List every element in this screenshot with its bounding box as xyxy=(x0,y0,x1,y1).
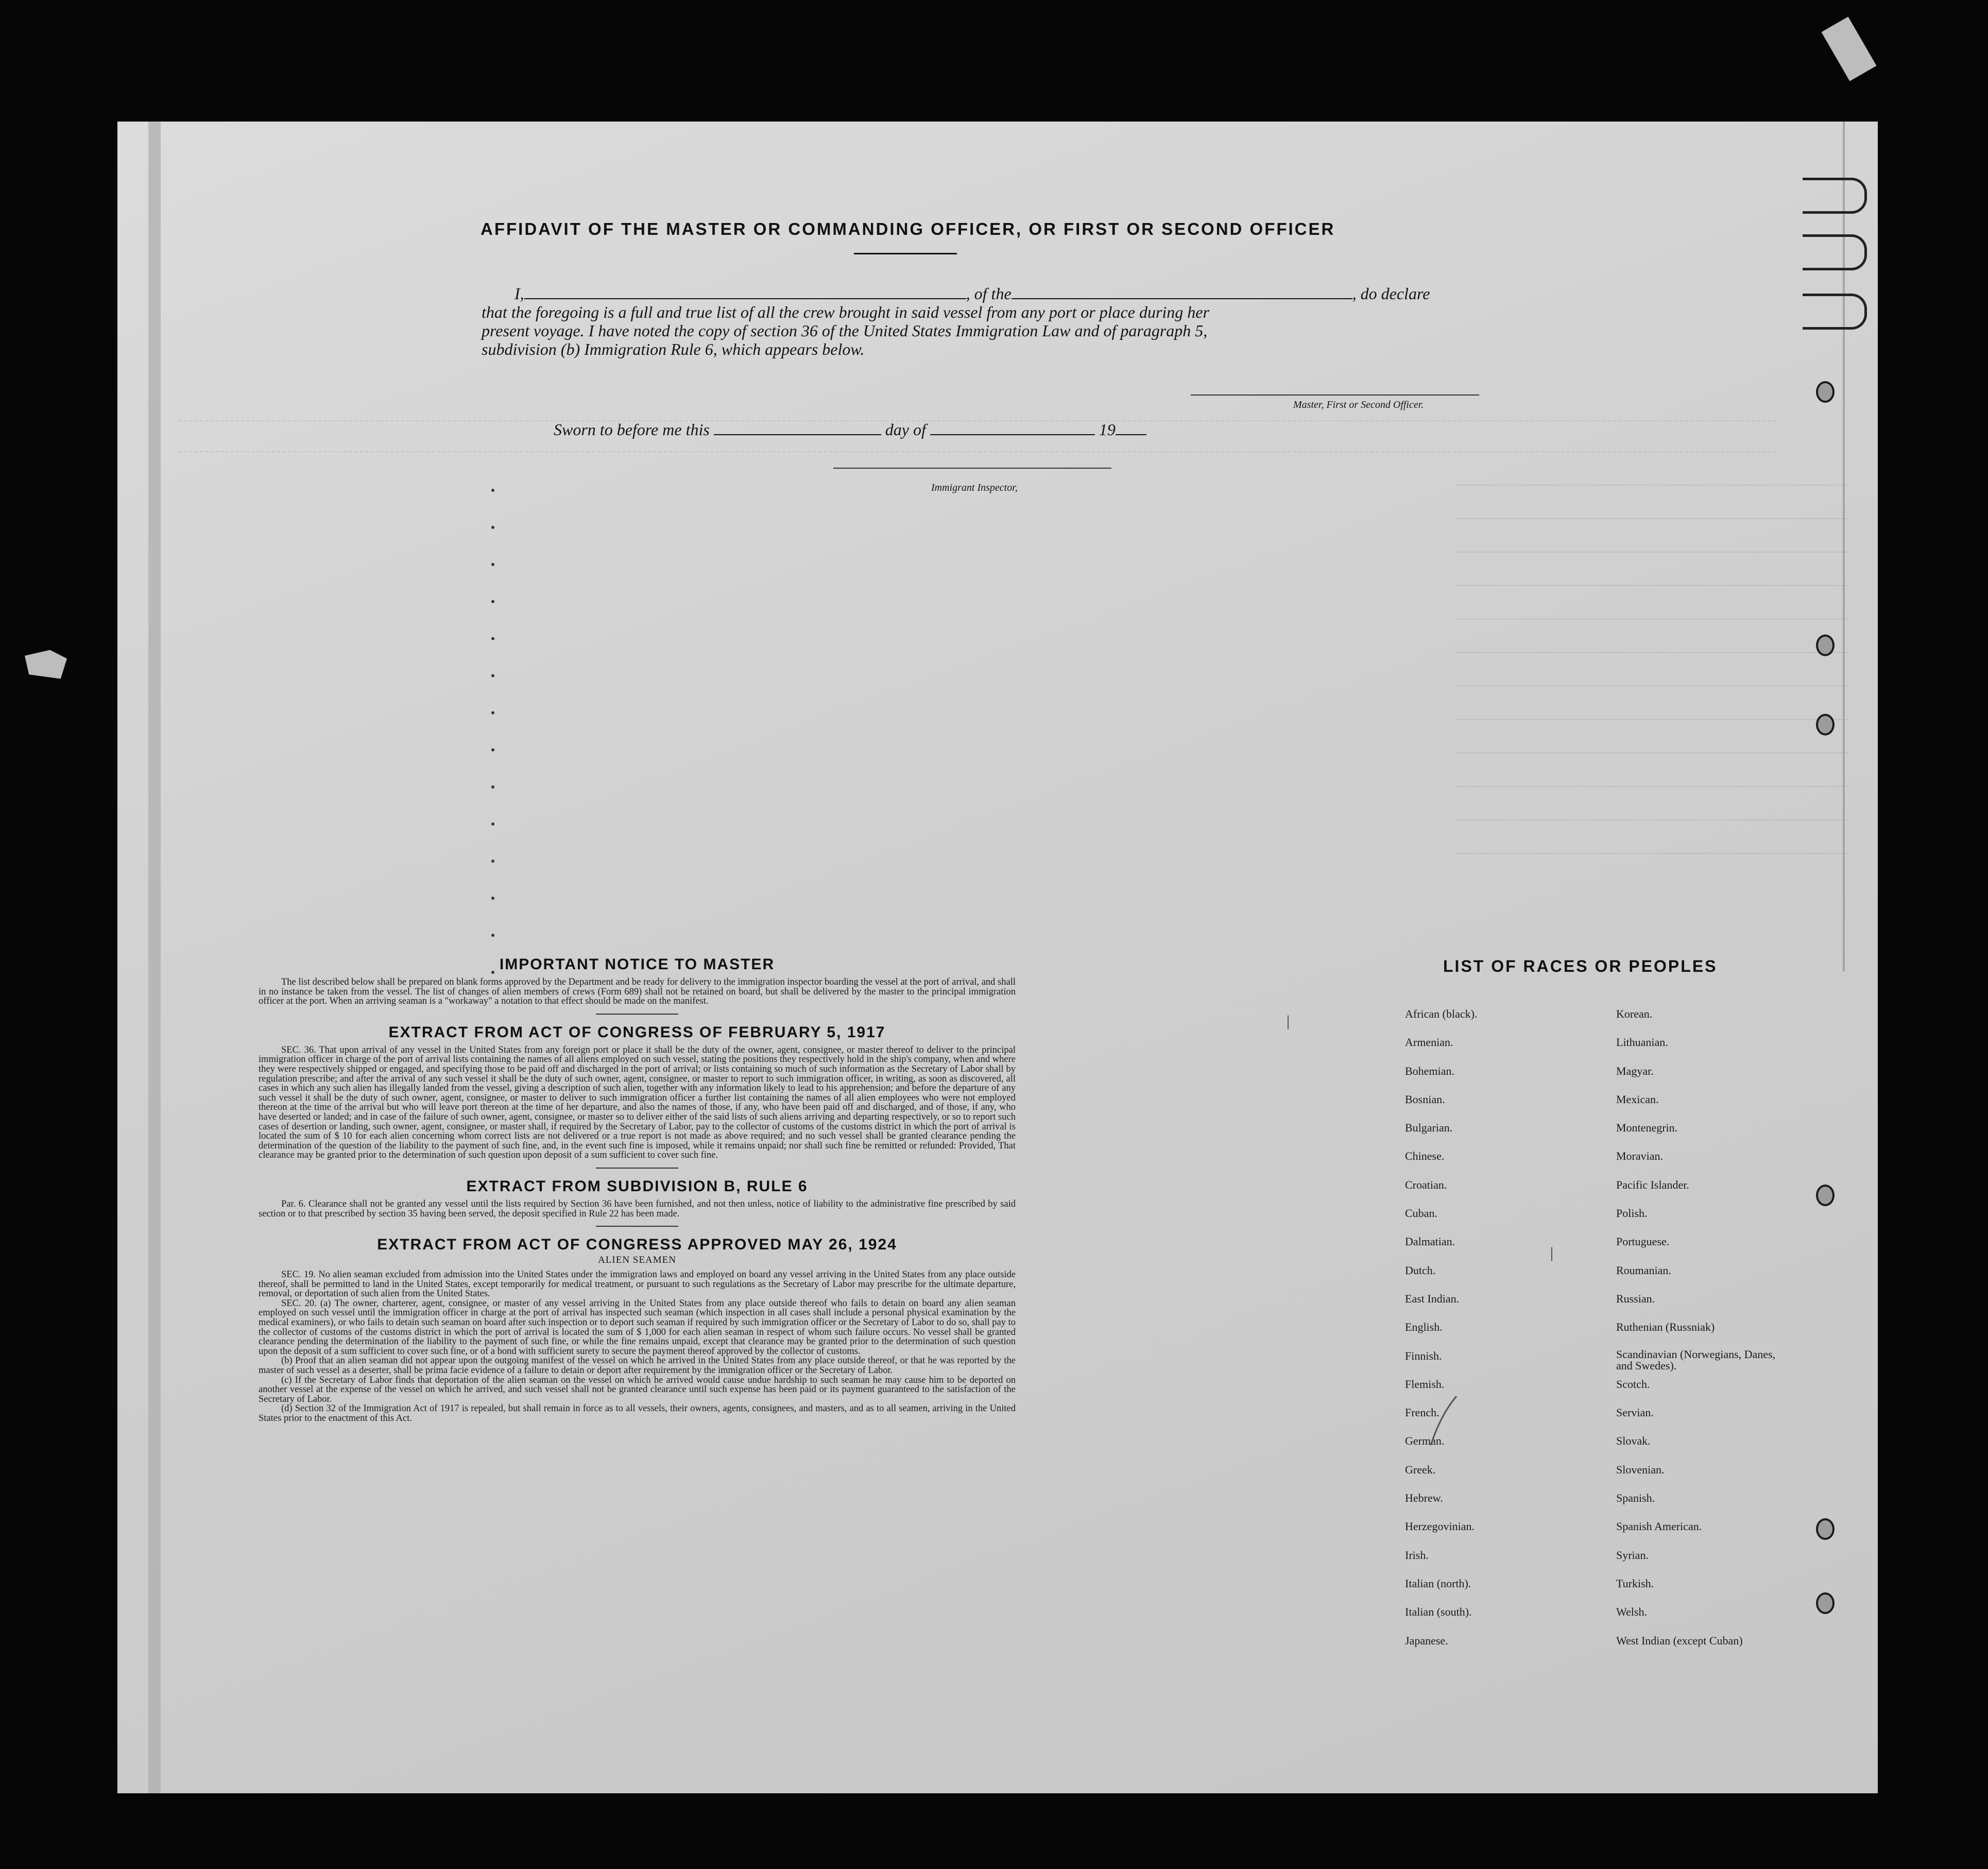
race-item: Dalmatian. xyxy=(1405,1235,1455,1248)
binder-hole xyxy=(1816,1185,1835,1206)
ghost-row xyxy=(1456,719,1848,720)
binder-clip xyxy=(1803,294,1867,330)
extract-rule6-text: Par. 6. Clearance shall not be granted any vessel until the lists required by Section 36 have been furnished, and not then unless, notice of liability to the administrative fine prescribed by said section or to that prescribed by section 35 having been served, the deposit specified in Rule 22 has been made. xyxy=(259,1198,1016,1219)
extract-rule6-title: EXTRACT FROM SUBDIVISION B, RULE 6 xyxy=(466,1177,808,1195)
dot-mark xyxy=(491,822,494,826)
ghost-row xyxy=(1456,652,1848,653)
of-the-label: , of the xyxy=(966,284,1012,303)
race-item: Cuban. xyxy=(1405,1207,1437,1220)
affidavit-body xyxy=(482,284,1476,358)
race-item: Turkish. xyxy=(1616,1576,1654,1590)
notice-title: IMPORTANT NOTICE TO MASTER xyxy=(499,956,775,973)
race-item: Bosnian. xyxy=(1405,1092,1445,1106)
ghost-row xyxy=(1456,786,1848,787)
sworn-month-field[interactable] xyxy=(930,423,1095,435)
signature-label: Master, First or Second Officer. xyxy=(1293,399,1424,410)
race-item: Scotch. xyxy=(1616,1377,1650,1391)
race-item: West Indian (except Cuban) xyxy=(1616,1634,1743,1647)
do-declare-label: , do declare xyxy=(1352,284,1430,303)
affidavit-line-3: present voyage. I have noted the copy of section 36 of the United States Immigration Law and of paragraph 5, xyxy=(482,321,1208,340)
section-divider xyxy=(596,1226,678,1227)
document-page xyxy=(117,122,1878,1793)
ghost-row xyxy=(1456,552,1848,553)
sworn-year-field[interactable] xyxy=(1116,423,1146,435)
inspector-label: Immigrant Inspector, xyxy=(931,482,1018,493)
race-item: Syrian. xyxy=(1616,1548,1649,1562)
dot-mark xyxy=(491,600,494,603)
inspector-signature-field[interactable] xyxy=(833,468,1111,469)
paper-scrap xyxy=(1822,16,1877,81)
race-item: Slovenian. xyxy=(1616,1463,1665,1476)
race-item: French. xyxy=(1405,1406,1439,1419)
extract-1924-subtitle: ALIEN SEAMEN xyxy=(598,1255,676,1266)
pencil-tick-mark: | xyxy=(1550,1244,1554,1261)
race-item: Pacific Islander. xyxy=(1616,1178,1689,1191)
section-divider xyxy=(596,1014,678,1015)
ghost-row xyxy=(1456,853,1848,854)
dot-mark xyxy=(491,934,494,937)
race-item: German. xyxy=(1405,1434,1445,1448)
vessel-name-field[interactable] xyxy=(1012,287,1352,299)
race-item: Mexican. xyxy=(1616,1092,1659,1106)
extract-1924-title: EXTRACT FROM ACT OF CONGRESS APPROVED MAY 26, 1924 xyxy=(377,1236,897,1254)
race-item: Irish. xyxy=(1405,1548,1429,1562)
ghost-row xyxy=(1456,485,1848,486)
dot-mark xyxy=(491,563,494,566)
race-item: Magyar. xyxy=(1616,1064,1654,1077)
ghost-row xyxy=(1456,752,1848,753)
binder-hole xyxy=(1816,714,1835,735)
section-divider xyxy=(596,1168,678,1169)
binder-clip xyxy=(1803,234,1867,270)
race-item: Lithuanian. xyxy=(1616,1036,1668,1049)
race-item: Chinese. xyxy=(1405,1150,1445,1163)
dot-mark xyxy=(491,748,494,751)
race-item: Flemish. xyxy=(1405,1377,1445,1391)
declaration-line xyxy=(482,284,1476,303)
pencil-stroke xyxy=(1420,1394,1462,1450)
race-item: Greek. xyxy=(1405,1463,1436,1476)
sworn-day-field[interactable] xyxy=(714,423,881,435)
race-item: Finnish. xyxy=(1405,1349,1442,1362)
race-item: Polish. xyxy=(1616,1207,1648,1220)
binder-hole xyxy=(1816,635,1835,656)
sworn-line xyxy=(554,420,1146,439)
master-name-field[interactable] xyxy=(524,287,966,299)
ghost-row xyxy=(1456,585,1848,586)
race-item: Russian. xyxy=(1616,1292,1655,1305)
dot-mark xyxy=(491,489,494,492)
race-item: Montenegrin. xyxy=(1616,1121,1678,1135)
race-item: Japanese. xyxy=(1405,1634,1448,1647)
race-item: Korean. xyxy=(1616,1007,1653,1020)
year-prefix: 19 xyxy=(1099,420,1116,439)
binder-hole xyxy=(1816,1518,1835,1540)
ghost-row xyxy=(179,451,1776,452)
binder-hole xyxy=(1816,1592,1835,1614)
race-item: Roumanian. xyxy=(1616,1263,1671,1277)
notice-text: The list described below shall be prepared on blank forms approved by the Department and be ready for delivery to the immigration inspector boarding the vessel at the port of arrival, and shall in no instance be taken from the vessel. The list of changes of alien members of crews (Form 689) shall not be retained on board, but shall be delivered by the master to the principal immigration officer at the port. When an arriving seaman is a "workaway" a notation to that effect should be made on the manifest. xyxy=(259,977,1016,1007)
dot-mark xyxy=(491,785,494,788)
dot-mark xyxy=(491,711,494,714)
ghost-row xyxy=(1456,685,1848,687)
races-column-2 xyxy=(1616,1000,1791,1655)
race-item: Spanish. xyxy=(1616,1491,1655,1505)
ghost-row xyxy=(1456,518,1848,519)
race-item: Hebrew. xyxy=(1405,1491,1443,1505)
race-item: African (black). xyxy=(1405,1007,1478,1020)
dot-mark xyxy=(491,897,494,900)
races-column-1 xyxy=(1405,1000,1477,1655)
paper-scrap xyxy=(25,650,67,679)
affidavit-title: AFFIDAVIT OF THE MASTER OR COMMANDING OFFICER, OR FIRST OR SECOND OFFICER xyxy=(481,219,1335,238)
race-item: Welsh. xyxy=(1616,1605,1647,1619)
race-item: Croatian. xyxy=(1405,1178,1447,1191)
race-item: Italian (north). xyxy=(1405,1576,1471,1590)
race-item: Servian. xyxy=(1616,1406,1654,1419)
races-title: LIST OF RACES OR PEOPLES xyxy=(1443,957,1718,975)
dot-mark xyxy=(491,637,494,640)
extract-1917-text: SEC. 36. That upon arrival of any vessel in the United States from any foreign port or place it shall be the duty of the owner, agent, consignee, or master thereof to deliver to the principal immigration officer in charge of the port of arrival lists containing the names of all aliens employed on such vessel, stating the positions they respectively hold in the ship's company, when and where they were respectively shipped or engaged, and specifying those to be paid off and discharged in the port of arrival; or lists containing so much of such information as the Secretary of Labor shall by regulation prescribe; and after the arrival of any such vessel it shall be the duty of such owner, agent, consignee, or master to report to such immigration officer, in writing, as soon as discovered, all cases in which any such alien has illegally landed from the vessel, giving a description of such alien, together with any information likely to lead to his apprehension; and before the departure of any such vessel it shall be the duty of such owner, agent, consignee, or master to deliver to such immigration officer a further list containing the names of all alien employees who were not employed thereon at the time of the arrival but who will leave port thereon at the time of her departure, and also the names of those, if any, who have been paid off and discharged, and of those, if any, who have deserted or landed; and in case of the failure of such owner, agent, consignee, or master so to deliver either of the said lists of such aliens arriving and departing respectively, or so to report such cases of desertion or landing, such owner, agent, consignee, or master shall, if required by the Secretary of Labor, pay to the collector of customs of the customs district in which the port of arrival is located the sum of $ 10 for each alien concerning whom correct lists are not delivered or a true report is not made as above required; and no such vessel shall be granted clearance pending the determination of the question of the liability to the payment of such fine, and, in the event such fine is imposed, while it remains unpaid; nor shall such fine be remitted or refunded: Provided, That clearance may be granted prior to the determination of such question upon deposit of a sum sufficient to cover such fine. xyxy=(259,1044,1016,1161)
legal-notices xyxy=(259,956,1016,1424)
race-item: Slovak. xyxy=(1616,1434,1651,1448)
race-item: Ruthenian (Russniak) xyxy=(1616,1321,1715,1334)
race-item: Bulgarian. xyxy=(1405,1121,1453,1135)
race-item: Bohemian. xyxy=(1405,1064,1454,1077)
extract-1924-text: SEC. 19. No alien seaman excluded from admission into the United States under the immigration laws and employed on board any vessel arriving in the United States from any place outside thereof, shall be permitted to land in the United States, except temporarily for medical treatment, or pursuant to such regulations as the Secretary of Labor may prescribe for the ultimate departure, removal, or deportation of such alien from the United States. SEC. 20. (a) The owner, charterer, agent, consignee, or master of any vessel arriving in the United States from any place outside thereof who fails to detain on board any alien seaman employed on such vessel until the immigration officer in charge at the port of arrival has inspected such seaman (which inspection in all cases shall include a personal physical examination by the medical examiners), or who fails to detain such seaman on board after such inspection or to deport such seaman if required by such immigration officer or the Secretary of Labor to do so, shall pay to the collector of customs of the customs district in which the port of arrival is located the sum of $ 1,000 for each alien seaman in respect of whom such failure occurs. No vessel shall be granted clearance pending the determination of the liability to the payment of such fine, or while the fine remains unpaid, except that clearance may be granted prior to the determination of such question upon the deposit of a sum sufficient to cover such fine, or of a bond with sufficient surety to secure the payment thereof approved by the collector of customs. (b) Proof that an alien seaman did not appear upon the outgoing manifest of the vessel on which he arrived in the United States from any place outside thereof, or that he was reported by the master of such vessel as a deserter, shall be prima facie evidence of a failure to detain or deport after requirement by the immigration officer or the Secretary of Labor. (c) If the Secretary of Labor finds that deportation of the alien seaman on the vessel on which he arrived would cause undue hardship to such seaman he may cause him to be deported on another vessel at the expense of the vessel on which he arrived, and such vessel shall not be granted clearance until such expense has been paid or its payment guaranteed to the satisfaction of the Secretary of Labor. (d) Section 32 of the Immigration Act of 1917 is repealed, but shall remain in force as to all vessels, their owners, agents, consignees, and masters, and as to all seamen, arriving in the United States prior to the enactment of this Act. xyxy=(259,1270,1016,1424)
race-item: Spanish American. xyxy=(1616,1520,1702,1533)
race-item: Armenian. xyxy=(1405,1036,1453,1049)
race-item: East Indian. xyxy=(1405,1292,1460,1305)
affidavit-line-4: subdivision (b) Immigration Rule 6, which appears below. xyxy=(482,340,865,358)
race-item: Dutch. xyxy=(1405,1263,1436,1277)
underlying-sheet-edge xyxy=(148,122,161,1793)
ghost-row xyxy=(1456,619,1848,620)
sworn-prefix: Sworn to before me this xyxy=(554,420,710,439)
race-item: Herzegovinian. xyxy=(1405,1520,1475,1533)
extract-1917-title: EXTRACT FROM ACT OF CONGRESS OF FEBRUARY 5, 1917 xyxy=(388,1023,886,1041)
race-item: Moravian. xyxy=(1616,1150,1664,1163)
race-item: Portuguese. xyxy=(1616,1235,1670,1248)
race-item: Scandinavian (Norwegians, Danes, and Swedes). xyxy=(1616,1347,1776,1372)
affidavit-line-2: that the foregoing is a full and true list of all the crew brought in said vessel from any port or place during her xyxy=(482,303,1209,321)
binder-clip xyxy=(1803,178,1867,214)
dot-mark xyxy=(491,526,494,529)
race-item: English. xyxy=(1405,1321,1443,1334)
master-signature-field[interactable] xyxy=(1191,395,1479,396)
title-divider xyxy=(854,253,957,254)
binder-hole xyxy=(1816,381,1835,403)
pencil-tick-mark: | xyxy=(1287,1013,1290,1030)
dot-mark xyxy=(491,674,494,677)
day-of-label: day of xyxy=(885,420,926,439)
i-label: I, xyxy=(515,284,524,303)
race-item: Italian (south). xyxy=(1405,1605,1472,1619)
dot-mark xyxy=(491,860,494,863)
ghost-row xyxy=(1456,819,1848,820)
